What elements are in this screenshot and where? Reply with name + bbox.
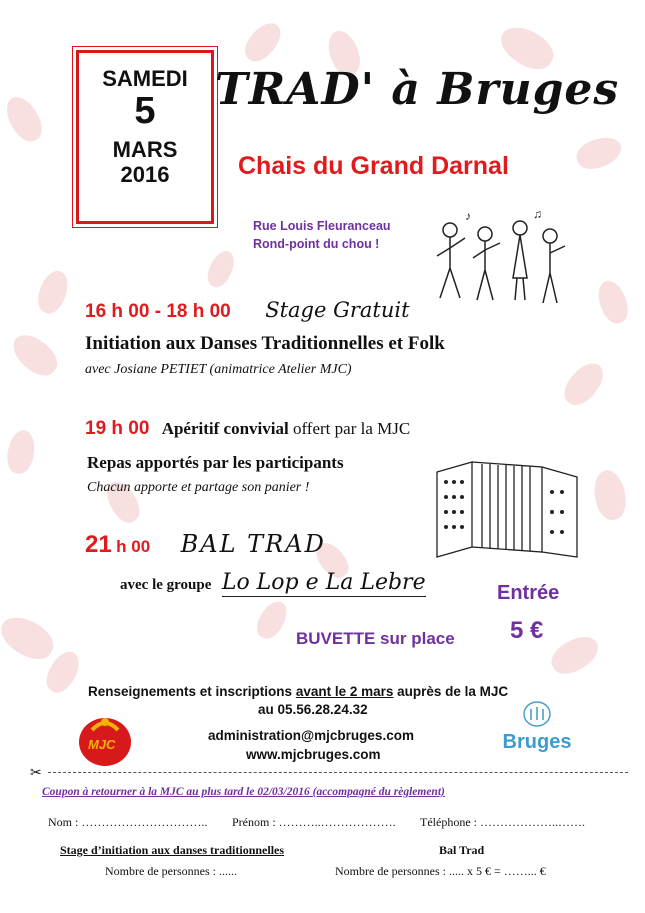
bruges-logo (492, 700, 582, 764)
coupon-nom[interactable]: Nom : ………………………….. (48, 815, 208, 829)
coupon-stage-label: Stage d’initiation aux danses traditionnelles (60, 843, 285, 857)
info-line-1-underlined: avant le 2 mars (295, 684, 394, 699)
coupon-nb-stage[interactable]: Nombre de personnes : ...... (105, 864, 237, 878)
info-email[interactable]: administration@mjcbruges.com (208, 728, 414, 743)
stage-label: Stage Gratuit (265, 298, 410, 322)
date-year: 2016 (120, 162, 170, 188)
stage-line (85, 298, 410, 323)
coupon-prenom[interactable]: Prénom : ………..………………. (232, 815, 396, 829)
stage-title: Initiation aux Danses Traditionnelles et Folk (85, 333, 445, 354)
stage-time: 16 h 00 - 18 h 00 (85, 301, 231, 322)
date-box (76, 50, 214, 224)
info-line-1 (88, 684, 508, 699)
date-day-name: SAMEDI (102, 66, 188, 91)
info-phone: au 05.56.28.24.32 (258, 702, 368, 717)
coupon-title: Coupon à retourner à la MJC au plus tard le 02/03/2016 (accompagné du règlement) (42, 786, 445, 798)
bruges-emblem-icon (522, 700, 552, 728)
svg-text:♪: ♪ (465, 209, 471, 223)
meal-note: Chacun apporte et partage son panier ! (87, 480, 310, 495)
event-title: TRAD' à Bruges (215, 64, 620, 115)
address (253, 217, 391, 253)
date-day: 5 (134, 90, 156, 133)
aperitif-rest: offert par la MJC (292, 419, 411, 438)
bal-group-name: Lo Lop e La Lebre (221, 570, 426, 595)
bal-with: avec le groupe (120, 577, 212, 593)
info-line-1-a: Renseignements et inscriptions (88, 684, 296, 699)
bal-label: BAL TRAD (180, 530, 326, 558)
bal-time-hour: 21 (85, 531, 112, 558)
mjc-logo-text: MJC (88, 737, 116, 752)
coupon-nb-bal[interactable]: Nombre de personnes : ..... x 5 € = ……... € (335, 864, 546, 878)
accordion-illustration (432, 452, 582, 572)
address-line-1: Rue Louis Fleuranceau (253, 219, 391, 233)
bal-group-line (120, 570, 426, 595)
stage-with: avec Josiane PETIET (animatrice Atelier MJC) (85, 362, 352, 377)
bruges-logo-text: Bruges (502, 731, 572, 753)
aperitif-line (85, 418, 410, 440)
cut-line (48, 772, 628, 773)
svg-text:♫: ♫ (533, 208, 542, 221)
bal-line (85, 530, 326, 559)
dancers-illustration (425, 208, 575, 308)
entree-label: Entrée (497, 582, 560, 604)
info-web[interactable]: www.mjcbruges.com (246, 747, 381, 762)
info-line-1-b: auprès de la MJC (393, 684, 509, 699)
aperitif-time: 19 h 00 (85, 418, 150, 439)
mjc-logo (70, 708, 140, 772)
date-month: MARS (112, 136, 178, 162)
coupon-telephone[interactable]: Téléphone : ………………..……. (420, 815, 585, 829)
aperitif-bold: Apéritif convivial (161, 419, 289, 438)
venue-name: Chais du Grand Darnal (238, 152, 509, 180)
entree-price: 5 € (510, 617, 544, 644)
bal-time-min: h 00 (116, 537, 151, 556)
meal-line: Repas apportés par les participants (87, 453, 344, 472)
address-line-2: Rond-point du chou ! (253, 237, 380, 251)
scissors-icon: ✂ (30, 764, 42, 780)
buvette-label: BUVETTE sur place (296, 629, 455, 648)
coupon-bal-label: Bal Trad (439, 843, 485, 857)
